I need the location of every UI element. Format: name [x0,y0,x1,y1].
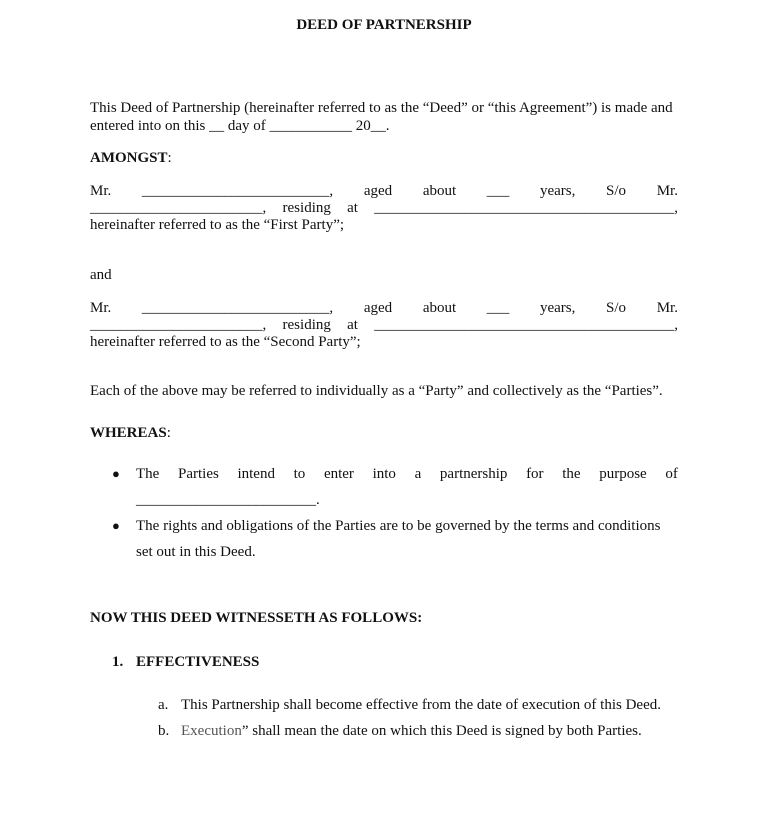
whereas-heading [90,424,171,442]
intro-line-2: entered into on this __ day of ___________ 20__. [90,118,390,134]
item-b-text [181,722,642,740]
first-party-about: about [422,183,457,199]
word: to [293,466,306,482]
first-party-name-blank: _________________________, [141,183,334,199]
first-party-line-1 [90,182,678,200]
first-party-referred: hereinafter referred to as the “First Party”; [90,217,345,233]
first-party-aged: aged [363,183,393,199]
second-party-at: at [347,317,358,333]
section-1-heading: EFFECTIVENESS [136,654,260,670]
document-title: DEED OF PARTNERSHIP [296,17,472,33]
whereas-bullet-1-line-1 [136,465,678,483]
whereas-bullet-2-line-2: set out in this Deed. [136,544,256,560]
item-b-definition: ” shall mean the date on which this Deed is signed by both Parties. [241,723,642,739]
item-a-text: This Partnership shall become effective from the date of execution of this Deed. [181,697,661,713]
second-party-mr2: Mr. [656,300,678,316]
second-party-line-1 [90,299,678,317]
amongst-label: AMONGST [90,150,168,166]
word: of [665,466,678,482]
second-party-name-blank: _________________________, [141,300,334,316]
whereas-bullet-1-line-2: ________________________. [136,492,320,508]
word: into [372,466,396,482]
item-a-marker: a. [158,697,169,713]
whereas-colon: : [166,425,171,441]
amongst-colon: : [167,150,172,166]
second-party-father-blank: _______________________, [90,317,267,333]
first-party-father-blank: _______________________, [90,200,267,216]
first-party-residing: residing [282,200,331,216]
whereas-bullet-2-line-1: The rights and obligations of the Parties are to be governed by the terms and conditions [136,518,661,534]
second-party-residing: residing [282,317,331,333]
second-party-mr: Mr. [90,300,112,316]
item-b-marker: b. [158,723,170,739]
each-party-clause: Each of the above may be referred to individually as a “Party” and collectively as the “Parties”. [90,383,663,399]
first-party-mr2: Mr. [656,183,678,199]
second-party-referred: hereinafter referred to as the “Second Party”; [90,334,361,350]
word: partnership [439,466,508,482]
second-party-address-blank: ________________________________________, [374,317,678,333]
execution-term: Execution [181,723,242,739]
first-party-mr: Mr. [90,183,112,199]
word: intend [237,466,275,482]
witnesseth-heading: NOW THIS DEED WITNESSETH AS FOLLOWS: [90,610,423,626]
section-1-number: 1. [112,654,124,670]
first-party-address-blank: ________________________________________, [374,200,678,216]
second-party-so: S/o [606,300,627,316]
first-party-age-blank: ___ [486,183,510,199]
intro-line-1: This Deed of Partnership (hereinafter referred to as the “Deed” or “this Agreement”) is made and [90,100,673,116]
word: Parties [177,466,219,482]
first-party-so: S/o [606,183,627,199]
word: The [136,466,160,482]
whereas-label: WHEREAS [90,425,167,441]
and-label: and [90,267,112,283]
amongst-heading [90,149,172,167]
first-party-years: years, [539,183,576,199]
first-party-line-2 [90,199,678,217]
bullet-icon: ● [112,518,120,533]
word: enter [323,466,354,482]
second-party-aged: aged [363,300,393,316]
second-party-about: about [422,300,457,316]
second-party-line-2 [90,316,678,334]
word: the [562,466,581,482]
second-party-years: years, [539,300,576,316]
word: purpose [599,466,647,482]
second-party-age-blank: ___ [486,300,510,316]
word: for [526,466,544,482]
bullet-icon: ● [112,466,120,481]
first-party-at: at [347,200,358,216]
word: a [414,466,422,482]
